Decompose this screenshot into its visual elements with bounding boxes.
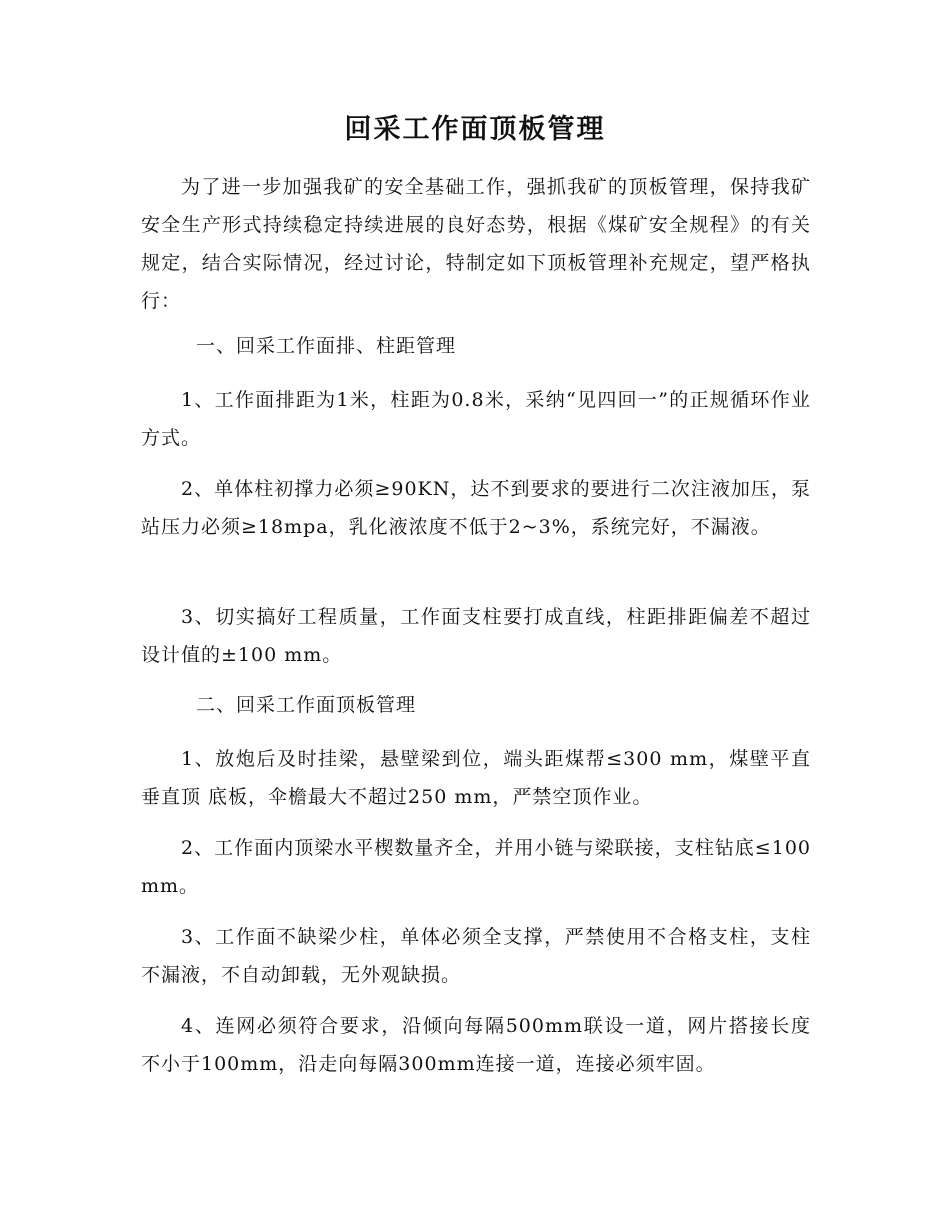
section-1-heading: 一、回采工作面排、柱距管理 <box>196 335 457 357</box>
section-2-item-2: 2、工作面内顶梁水平楔数量齐全，并用小链与梁联接，支柱钻底≤100 mm。 <box>141 837 811 897</box>
section-1-item-3: 3、切实搞好工程质量，工作面支柱要打成直线，柱距排距偏差不超过设计值的±100 mm。 <box>141 606 811 666</box>
section-1-item-1: 1、工作面排距为1米，柱距为0.8米，采纳“见四回一”的正规循环作业方式。 <box>141 389 811 449</box>
section-2-heading: 二、回采工作面顶板管理 <box>196 694 417 716</box>
intro-paragraph: 为了进一步加强我矿的安全基础工作，强抓我矿的顶板管理，保持我矿安全生产形式持续稳定持续进展的良好态势，根据《煤矿安全规程》的有关规定，结合实际情况，经过讨论，特制定如下顶板管理补充规定，望严格执行： <box>141 176 811 312</box>
section-2-item-3: 3、工作面不缺梁少柱，单体必须全支撑，严禁使用不合格支柱，支柱不漏液，不自动卸载，无外观缺损。 <box>141 926 811 986</box>
section-1-item-2: 2、单体柱初撑力必须≥90KN，达不到要求的要进行二次注液加压，泵站压力必须≥18mpa，乳化液浓度不低于2~3%，系统完好，不漏液。 <box>141 478 811 538</box>
section-2-item-1: 1、放炮后及时挂梁，悬壁梁到位，端头距煤帮≤300 mm，煤壁平直垂直顶 底板，伞檐最大不超过250 mm，严禁空顶作业。 <box>141 748 811 808</box>
section-2-item-4: 4、连网必须符合要求，沿倾向每隔500mm联设一道，网片搭接长度不小于100mm，沿走向每隔300mm连接一道，连接必须牢固。 <box>141 1015 811 1075</box>
document-title: 回采工作面顶板管理 <box>344 114 606 145</box>
